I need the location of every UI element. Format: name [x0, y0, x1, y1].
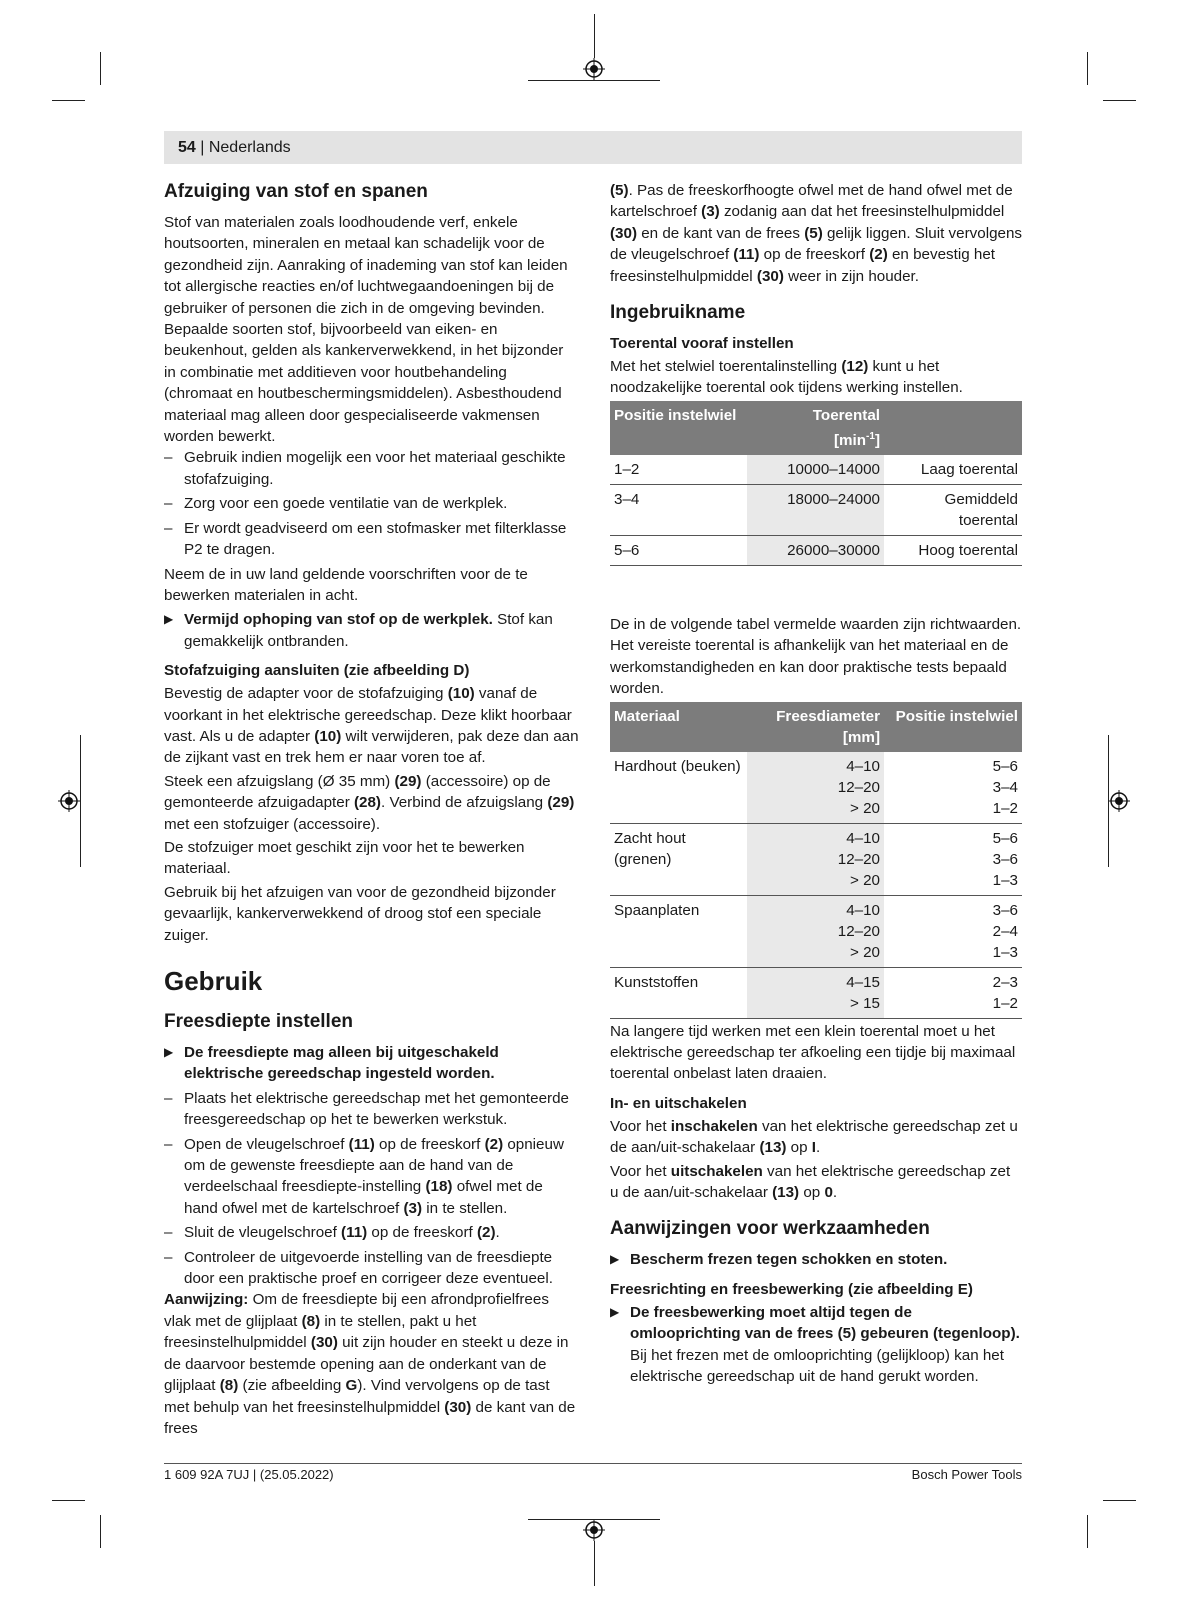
list-item: – Zorg voor een goede ventilatie van de werkplek.: [164, 493, 579, 514]
page-header: 54 | Nederlands: [164, 131, 1022, 164]
crop-mark: [528, 1519, 660, 1520]
crop-mark: [52, 100, 85, 101]
crop-mark: [528, 80, 660, 81]
table-row: Zacht hout (grenen) 4–10 12–20 > 20 5–6 3–6 1–3: [610, 823, 1022, 895]
crop-mark: [100, 52, 101, 85]
table-row: Spaanplaten 4–10 12–20 > 20 3–6 2–4 1–3: [610, 895, 1022, 967]
subsection-heading: Freesrichting en freesbewerking (zie afbeelding E): [610, 1280, 973, 1298]
paragraph: Bevestig de adapter voor de stofafzuiging (10) vanaf de voorkant in het elektrische gereedschap. Deze klikt hoorbaar vast. Als u de adapter (10) wilt verwijderen, pak deze dan aan de zijkant vast en trek hem er naar voren toe af.: [164, 685, 579, 767]
page-language: Nederlands: [208, 139, 291, 156]
paragraph: Met het stelwiel toerentalinstelling (12) kunt u het noodzakelijke toerental ook tijdens werking instellen.: [610, 358, 963, 397]
paragraph: De in de volgende tabel vermelde waarden zijn richtwaarden. Het vereiste toerental is afhankelijk van het materiaal en de werkomstandigheden en kan door praktische tests bepaald worden.: [610, 615, 1022, 698]
crop-mark: [1103, 1500, 1136, 1501]
column-header: Materiaal: [610, 702, 747, 752]
list-item: – Gebruik indien mogelijk een voor het materiaal geschikte stofafzuiging.: [164, 447, 579, 490]
left-column: [164, 180, 579, 1439]
paragraph: Stof van materialen zoals loodhoudende verf, enkele houtsoorten, mineralen en metaal kan schadelijk voor de gezondheid zijn. Aanraking of inademing van stof kan leiden tot allergische reacties en/of luchtwegaandoeningen bij de gebruiker of personen die zich in de omgeving bevinden. Bepaalde soorten stof, bijvoorbeeld van eiken- en beukenhout, gelden als kankerverwekkend, in het bijzonder in combinatie met additieven voor houtbehandeling (chromaat en houtbeschermingsmiddelen). Asbesthoudend materiaal mag alleen door gespecialiseerde vakmensen worden bewerkt.: [164, 214, 568, 446]
list-item: – Controleer de uitgevoerde instelling van de freesdiepte door een praktische proef en corrigeer deze eventueel.: [164, 1247, 579, 1290]
registration-mark-icon: [58, 790, 80, 812]
note-paragraph: Aanwijzing: Om de freesdiepte bij een afrondprofielfrees vlak met de glijplaat (8) in te stellen, pakt u het freesinstelhulpmiddel (30) uit zijn houder en steekt u deze in de daarvoor bestemde opening aan de onderkant van de glijplaat (8) (zie afbeelding G). Vind vervolgens op de tast met behulp van het freesinstelhulpmiddel (30) de kant van de frees: [164, 1291, 576, 1437]
paragraph: Voor het uitschakelen van het elektrische gereedschap zet u de aan/uit-schakelaar (13) op 0.: [610, 1162, 1011, 1201]
paragraph: Steek een afzuigslang (Ø 35 mm) (29) (accessoire) op de gemonteerde afzuigadapter (28). Verbind de afzuigslang (29) met een stofzuiger (accessoire).: [164, 772, 575, 833]
table-row: 1–2 10000–14000 Laag toerental: [610, 455, 1022, 485]
table-header-row: [610, 702, 1022, 752]
paragraph: Gebruik bij het afzuigen van voor de gezondheid bijzonder gevaarlijk, kankerverwekkend of droog stof een speciale zuiger.: [164, 883, 556, 944]
warning-item: ▶ De freesbewerking moet altijd tegen de omlooprichting van de frees (5) gebeuren (tegenloop). Bij het frezen met de omlooprichting (gelijkloop) kan het elektrische gereedschap uit de hand gerukt worden.: [610, 1302, 1022, 1388]
paragraph: Na langere tijd werken met een klein toerental moet u het elektrische gereedschap ter afkoeling een tijdje bij maximaal toerental onbelast laten draaien.: [610, 1022, 1016, 1083]
paragraph: (5). Pas de freeskorfhoogte ofwel met de hand ofwel met de kartelschroef (3) zodanig aan dat het freesinstelhulpmiddel (30) en de kant van de frees (5) gelijk liggen. Sluit vervolgens de vleugelschroef (11) op de freeskorf (2) en bevestig het freesinstelhulpmiddel (30) weer in zijn houder.: [610, 182, 1022, 285]
crop-mark: [1087, 1515, 1088, 1548]
warning-item: ▶ De freesdiepte mag alleen bij uitgeschakeld elektrische gereedschap ingesteld worden.: [164, 1042, 579, 1085]
subsection-heading: In- en uitschakelen: [610, 1094, 747, 1112]
paragraph: Voor het inschakelen van het elektrische gereedschap zet u de aan/uit-schakelaar (13) op I.: [610, 1117, 1018, 1157]
column-header: [884, 401, 1022, 455]
page-number: 54: [178, 139, 196, 156]
paragraph: Neem de in uw land geldende voorschriften voor de te bewerken materialen in acht.: [164, 565, 528, 604]
crop-mark: [1108, 735, 1109, 867]
section-heading: Afzuiging van stof en spanen: [164, 181, 428, 202]
crop-mark: [1087, 52, 1088, 85]
material-table: [610, 702, 1022, 1019]
crop-mark: [80, 735, 81, 867]
registration-mark-icon: [583, 1519, 605, 1541]
crop-mark: [594, 1541, 595, 1586]
footer-rule: [164, 1463, 1022, 1464]
main-heading: Gebruik: [164, 966, 263, 996]
crop-mark: [52, 1500, 85, 1501]
footer-doc-id: 1 609 92A 7UJ | (25.05.2022): [164, 1467, 334, 1482]
crop-mark: [1103, 100, 1136, 101]
column-header: Toerental $[\min^{-1}]$: [747, 401, 884, 455]
warning-item: ▶ Bescherm frezen tegen schokken en stoten.: [610, 1249, 1022, 1270]
table-row: Kunststoffen 4–15 > 15 2–3 1–2: [610, 967, 1022, 1018]
list-item: – Sluit de vleugelschroef (11) op de freeskorf (2).: [164, 1222, 579, 1243]
section-heading: Ingebruikname: [610, 302, 746, 324]
section-heading: Freesdiepte instellen: [164, 1011, 354, 1032]
warning-item: ▶ Vermijd ophoping van stof op de werkplek. Stof kan gemakkelijk ontbranden.: [164, 609, 579, 652]
subsection-heading: Stofafzuiging aansluiten (zie afbeelding D): [164, 662, 470, 680]
list-item: – Open de vleugelschroef (11) op de freeskorf (2) opnieuw om de gewenste freesdiepte aan de hand van de verdeelschaal freesdiepte-instelling (18) ofwel met de hand ofwel met de kartelschroef (3) in te stellen.: [164, 1134, 579, 1220]
column-header: Freesdiameter [mm]: [747, 702, 884, 752]
column-header: Positie instelwiel: [610, 401, 747, 455]
registration-mark-icon: [1108, 790, 1130, 812]
table-row: Hardhout (beuken) 4–10 12–20 > 20 5–6 3–4 1–2: [610, 752, 1022, 824]
right-column: [610, 180, 1022, 1387]
crop-mark: [594, 14, 595, 58]
list-item: – Plaats het elektrische gereedschap met het gemonteerde freesgereedschap op het te bewerken werkstuk.: [164, 1088, 579, 1131]
paragraph: De stofzuiger moet geschikt zijn voor het te bewerken materiaal.: [164, 838, 525, 878]
list-item: – Er wordt geadviseerd om een stofmasker met filterklasse P2 te dragen.: [164, 518, 579, 561]
table-row: 3–4 18000–24000 Gemiddeld toerental: [610, 484, 1022, 535]
table-header-row: [610, 401, 1022, 455]
crop-mark: [100, 1515, 101, 1548]
subsection-heading: Toerental vooraf instellen: [610, 335, 794, 353]
table-row: 5–6 26000–30000 Hoog toerental: [610, 535, 1022, 565]
speed-table: [610, 401, 1022, 566]
footer-brand: Bosch Power Tools: [911, 1467, 1022, 1482]
column-header: Positie instelwiel: [884, 702, 1022, 752]
registration-mark-icon: [583, 58, 605, 80]
section-heading: Aanwijzingen voor werkzaamheden: [610, 1218, 930, 1240]
